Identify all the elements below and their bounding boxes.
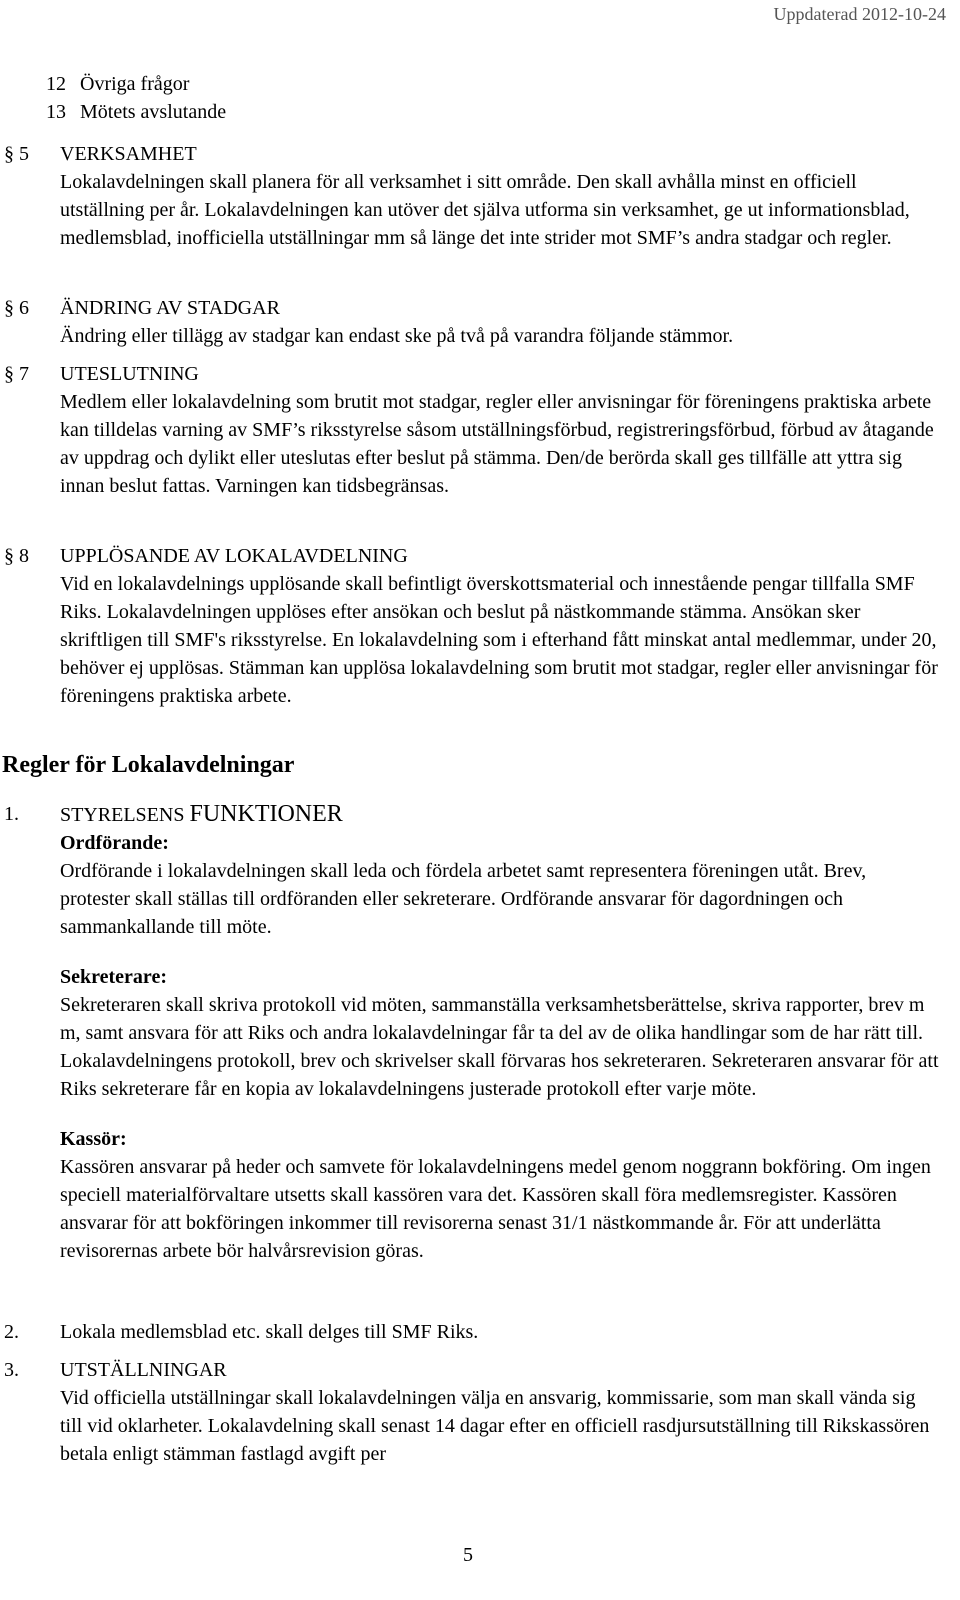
role-label: Sekreterare: <box>60 966 167 988</box>
section-number: § 8 <box>4 545 29 567</box>
role-label: Kassör: <box>60 1128 127 1150</box>
role-text: Ordförande i lokalavdelningen skall leda och fördela arbetet samt representera föreningen utåt. Brev, protester skall ställas till ordföranden eller sekreterare. Ordförande ansvarar för dagordningen och sammankallande till möte. <box>60 860 867 938</box>
rule-title-part: STYRELSENS <box>60 804 190 826</box>
section-title: ÄNDRING AV STADGAR <box>60 297 280 319</box>
rules-heading: Regler för Lokalavdelningar <box>2 752 295 778</box>
rule-title-part: FUNKTIONER <box>189 801 343 827</box>
rule-number: 3. <box>4 1359 19 1381</box>
role-kassor <box>60 1125 940 1265</box>
rule-title: UTSTÄLLNINGAR <box>60 1359 227 1381</box>
agenda-item <box>4 70 960 98</box>
rule-number: 2. <box>4 1321 19 1343</box>
rule-text: Vid officiella utställningar skall lokalavdelningen välja en ansvarig, kommissarie, som man skall vända sig till vid oklarheter. Lokalavdelning skall senast 14 dagar efter en officiell rasdjursutställning till Rikskassören betala enligt stämman fastlagd avgift per <box>60 1387 930 1465</box>
rule-text: Lokala medlemsblad etc. skall delges till SMF Riks. <box>60 1321 479 1343</box>
rule-3 <box>4 1356 940 1468</box>
agenda-item-number: 13 <box>46 101 66 123</box>
section-8 <box>4 542 940 710</box>
agenda-item-label: Övriga frågor <box>80 73 190 95</box>
section-title: VERKSAMHET <box>60 143 197 165</box>
role-sekreterare <box>60 963 940 1103</box>
section-text: Ändring eller tillägg av stadgar kan endast ske på två på varandra följande stämmor. <box>60 325 734 347</box>
rule-title <box>60 800 940 829</box>
agenda-item <box>4 98 960 126</box>
page-number: 5 <box>463 1544 473 1566</box>
section-5 <box>4 140 940 252</box>
section-text: Vid en lokalavdelnings upplösande skall befintligt överskottsmaterial och innestående pengar tillfalla SMF Riks. Lokalavdelningen upplöses efter ansökan och beslut på nästkommande stämma. Ansökan sker skriftligen till SMF's riksstyrelse. En lokalavdelning som i efterhand fått minskat antal medlemmar, under 20, behöver ej upplösas. Stämman kan upplösa lokalavdelning som brutit mot stadgar, regler eller anvisningar för föreningens praktiska arbete. <box>60 573 938 707</box>
section-7 <box>4 360 940 500</box>
role-label: Ordförande: <box>60 832 169 854</box>
role-text: Sekreteraren skall skriva protokoll vid möten, sammanställa verksamhetsberättelse, skriva rapporter, brev m m, samt ansvara för att Riks och andra lokalavdelningar får ta del av de olika handlingar som de har rätt till. Lokalavdelningens protokoll, brev och skrivelser skall förvaras hos sekreteraren. Sekreteraren ansvarar för att Riks sekreterare får en kopia av lokalavdelningens justerade protokoll efter varje möte. <box>60 994 939 1100</box>
role-ordforande <box>60 829 940 941</box>
agenda-item-number: 12 <box>46 73 66 95</box>
section-number: § 5 <box>4 143 29 165</box>
section-6 <box>4 294 940 350</box>
section-number: § 6 <box>4 297 29 319</box>
update-date: Uppdaterad 2012-10-24 <box>773 4 946 24</box>
section-title: UPPLÖSANDE AV LOKALAVDELNING <box>60 545 408 567</box>
section-title: UTESLUTNING <box>60 363 199 385</box>
rule-2 <box>4 1318 940 1346</box>
rule-1 <box>4 800 940 1265</box>
rule-number: 1. <box>4 803 19 825</box>
role-text: Kassören ansvarar på heder och samvete för lokalavdelningens medel genom noggrann bokföring. Om ingen speciell materialförvaltare utsetts skall kassören vara det. Kassören skall föra medlemsregister. Kassören ansvarar för att bokföringen inkommer till revisorerna senast 31/1 nästkommande år. För att underlätta revisorernas arbete bör halvårsrevision göras. <box>60 1156 931 1262</box>
section-text: Lokalavdelningen skall planera för all verksamhet i sitt område. Den skall avhålla minst en officiell utställning per år. Lokalavdelningen kan utöver det själva utforma sin verksamhet, ge ut informationsblad, medlemsblad, inofficiella utställningar mm så länge det inte strider mot SMF’s andra stadgar och regler. <box>60 171 910 249</box>
section-number: § 7 <box>4 363 29 385</box>
agenda-item-label: Mötets avslutande <box>80 101 227 123</box>
section-text: Medlem eller lokalavdelning som brutit mot stadgar, regler eller anvisningar för föreningens praktiska arbete kan tilldelas varning av SMF’s riksstyrelse såsom utställningsförbud, registreringsförbud, förbud av åtagande av uppdrag och dylikt eller uteslutas efter beslut på stämma. Den/de berörda skall ges tillfälle att yttra sig innan beslut fattas. Varningen kan tidsbegränsas. <box>60 391 934 497</box>
